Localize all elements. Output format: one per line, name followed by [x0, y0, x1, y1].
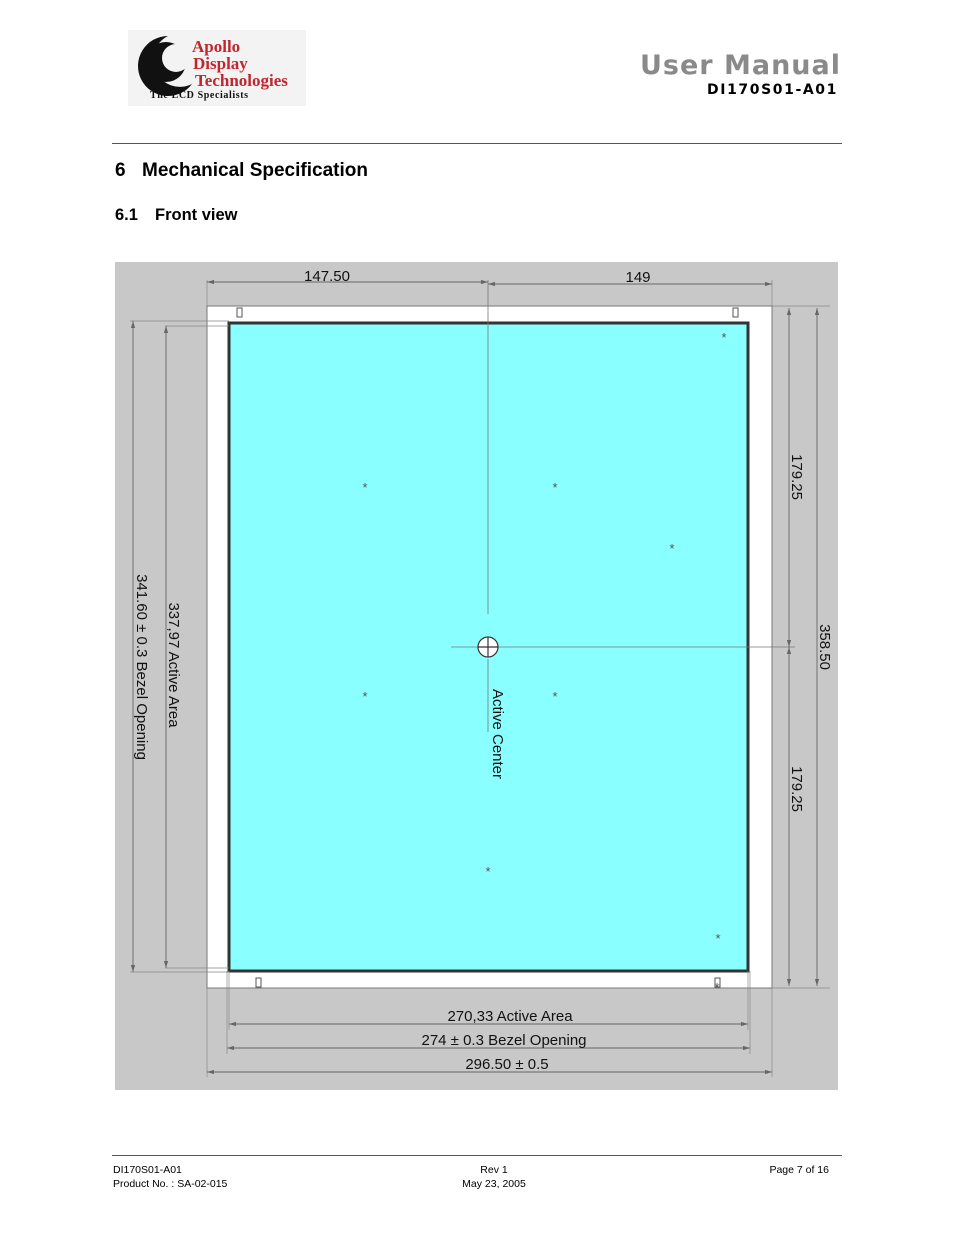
footer-rev: Rev 1 — [480, 1164, 508, 1176]
dim-total-height-label: 358.50 — [816, 624, 833, 670]
svg-text:*: * — [362, 480, 368, 495]
footer-rule — [112, 1155, 842, 1156]
svg-text:*: * — [552, 480, 558, 495]
footer-date: May 23, 2005 — [462, 1178, 526, 1190]
header-rule — [112, 143, 842, 144]
document-title: User Manual — [639, 50, 841, 81]
subsection-number: 6.1 — [115, 206, 138, 224]
logo-text-line1: Apollo — [192, 37, 241, 56]
section-number: 6 — [115, 160, 126, 181]
svg-text:*: * — [721, 330, 727, 345]
svg-text:*: * — [362, 689, 368, 704]
dim-total-width-label: 296.50 ± 0.5 — [465, 1056, 549, 1073]
document-model: DI170S01-A01 — [707, 82, 838, 98]
footer-left — [113, 1163, 227, 1191]
logo-tagline: The LCD Specialists — [150, 90, 249, 101]
svg-text:*: * — [714, 980, 720, 995]
svg-text:*: * — [485, 864, 491, 879]
svg-text:*: * — [669, 541, 675, 556]
footer-product-no: Product No. : SA-02-015 — [113, 1178, 228, 1190]
logo-text-line2: Display — [193, 54, 248, 73]
subsection-title: Front view — [155, 206, 238, 224]
active-center-label: Active Center — [489, 688, 506, 780]
dim-lower-half-label: 179.25 — [788, 766, 805, 812]
dim-active-height-label: 337,97 Active Area — [165, 602, 182, 728]
dim-bezel-height-label: 341.60 ± 0.3 Bezel Opening — [133, 574, 150, 760]
svg-text:*: * — [715, 931, 721, 946]
svg-text:*: * — [552, 689, 558, 704]
dim-upper-half-label: 179.25 — [788, 454, 805, 500]
footer-center — [454, 1163, 534, 1191]
front-view-drawing — [115, 262, 838, 1090]
company-logo — [128, 30, 306, 106]
dim-top-left-label: 147.50 — [304, 268, 350, 285]
footer-page-number: Page 7 of 16 — [769, 1164, 829, 1176]
section-title: Mechanical Specification — [142, 160, 368, 181]
section-heading — [115, 160, 368, 182]
dim-top-right-label: 149 — [625, 269, 651, 286]
dim-bezel-width-label: 274 ± 0.3 Bezel Opening — [421, 1032, 587, 1049]
subsection-heading — [115, 206, 238, 225]
dim-active-width-label: 270,33 Active Area — [447, 1008, 573, 1025]
logo-text-line3: Technologies — [195, 71, 288, 90]
footer-model: DI170S01-A01 — [113, 1164, 182, 1176]
